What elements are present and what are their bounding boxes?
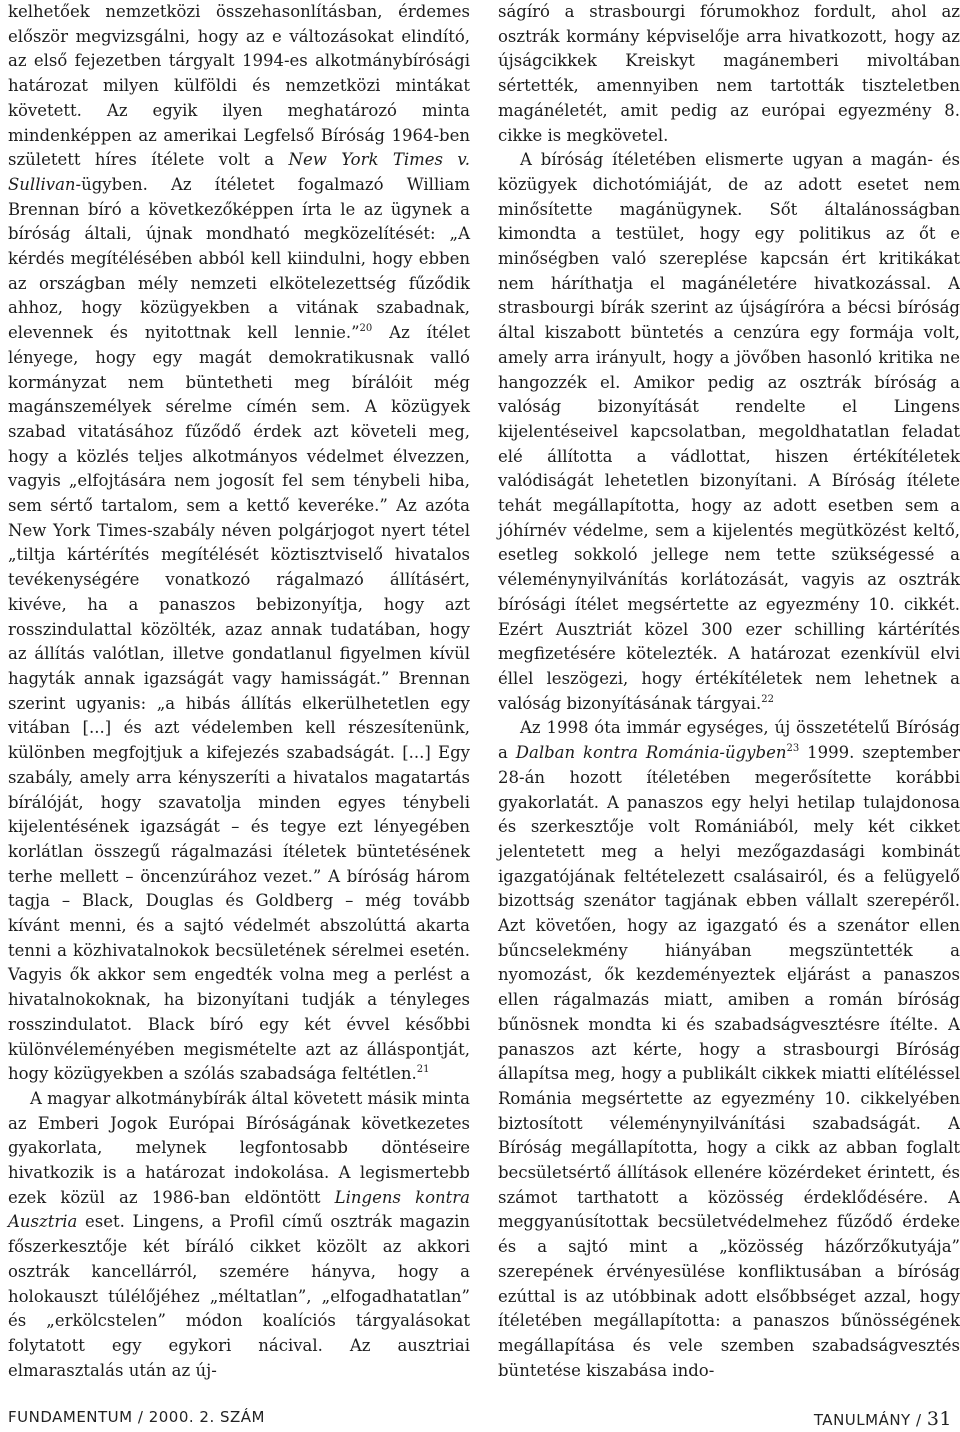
paragraph-text: -ügyben. Az ítéletet fogalmazó William Brennan bíró a következőképpen írta le az ügynek a bíróság általi, újnak mondható megközelítését: „A kérdés megítélésében abból kell kiindulni, hogy ebben az országban mély nemzeti elkötelezettség fűződik ahhoz, hogy közügyekben a vitának szabadnak, elevennek és nyitottnak kell lennie.” — [8, 174, 470, 343]
footnote-ref[interactable]: 21 — [416, 1064, 430, 1076]
footnote-ref[interactable]: 20 — [359, 323, 373, 335]
paragraph-text: Az ítélet lényege, hogy egy magát demokratikusnak valló kormányzat nem büntetheti meg bírálóit még magánszemélyek sérelme címén sem. A közügyek szabad vitatásához fűződő érdek azt követeli meg, hogy a közlés teljes alkotmányos védelmet élvezzen, vagyis „elfojtására nem jogosít fel sem ténybeli hiba, sem sértő tartalom, sem a kettő keveréke.” Az azóta New York Times-szabály néven polgárjogot nyert tétel „tiltja kártérítés megítélését köztisztviselő hivatalos tevékenységére vonatkozó rágalmazó állításért, kivéve, ha a panaszos bebizonyítja, hogy azt rosszindulattal közölték, azaz annak tudatában, hogy az állítás valótlan, illetve gondatlanul figyelmen kívül hagyták annak igazságát vagy hamisságát.” Brennan szerint ugyanis: „a hibás állítás elkerülhetetlen egy vitában [...] és azt védelemben kell részesítenünk, különben megfojtjuk a kifejezés szabadságát. [...] Egy szabály, amely arra kényszeríti a hivatalos magatartás bírálóját, hogy szavatolja minden egyes ténybeli kijelentésének igazságát – és tegye ezt lényegében korlátlan összegű rágalmazási ítéletek büntetésének terhe mellett – öncenzúrához vezet.” A bíróság három tagja – Black, Douglas és Goldberg – még tovább kívánt menni, és a sajtó védelmét abszolúttá akarta tenni a közhivatalnokok becsületének sérelmei esetén. Vagyis ők akkor sem engedték volna meg a perlést a hivatalnokoknak, ha bizonyítani tudják a tényleges rosszindulatot. Black bíró egy két évvel későbbi különvéleményében megismételte azt az álláspontját, hogy közügyekben a szólás szabadsága feltétlen. — [8, 323, 470, 1084]
journal-issue: FUNDAMENTUM / 2000. 2. SZÁM — [8, 1408, 265, 1426]
paragraph-text: 1999. szeptember 28-án hozott ítéletében megerősítette korábbi gyakorlatát. A panaszos egy helyi hetilap tulajdonosa és szerkesztője volt Romániából, mely két cikket jelentetett meg a helyi mezőgazdasági kombinát igazgatójának feltételezett csalásairól, és a felügyelő bizottság szenátor tagjának ebben vállalt szerepéről. Azt követően, hogy az igazgató és a szenátor ellen bűncselekmény hiányában megszüntették a nyomozást, ők kezdeményeztek eljárást a panaszos ellen rágalmazás miatt, amiben a román bíróság bűnösnek mondta ki és szabadságvesztésre ítélte. A panaszos azt kérte, hogy a strasbourgi Bíróság állapítsa meg, hogy a publikált cikkek miatti elítéléssel Románia megsértette az egyezmény 10. cikkelyében biztosított véleménynyilvánítási szabadságát. A Bíróság megállapította, hogy a cikk az abban foglalt becsületsértő állítások ellenére közérdeket érintett, és számot tarthatott a közösség érdeklődésére. A meggyanúsítottak becsületvédelmehez fűződő érdeke és a sajtó mint a „közösség házőrzőkutyája” szerepének érvényesülése konfliktusában a bíróság ezúttal is az utóbbinak adott elsőbbséget azzal, hogy ítéletében megállapította: a panaszos bűnösségének megállapítása és vele szemben szabadságvesztés büntetése kiszabása indo- — [498, 743, 960, 1380]
footnote-ref[interactable]: 23 — [786, 743, 800, 755]
case-name: Dalban kontra Románia-ügyben — [515, 743, 787, 763]
right-column — [498, 0, 960, 1383]
section-and-page — [814, 1408, 952, 1430]
page-number: 31 — [926, 1408, 952, 1430]
paragraph — [8, 0, 470, 1087]
left-column — [8, 0, 470, 1383]
case-name: Lingens kontra Ausztria — [8, 1187, 470, 1232]
paragraph-text: eset. Lingens, a Profil című osztrák magazin főszerkesztője két bíráló cikket közölt az akkori osztrák kancellárról, szemére hányva, hogy a holokauszt túlélőjéhez „méltatlan”, „elfogadhatatlan” és „erkölcstelen” módon koalíciós tárgyalásokat folytatott egy egykori nácival. Az ausztriai elmarasztalás után az új- — [8, 1212, 470, 1380]
section-label: TANULMÁNY / — [813, 1411, 927, 1429]
paragraph-text: ságíró a strasbourgi fórumokhoz fordult, ahol az osztrák kormány képviselője arra hivatkozott, hogy az újságcikkek Kreiskyt magánemberi mivoltában sértették, amennyiben nem tartották tiszteletben magánéletét, amit pedig az európai egyezmény 8. cikke is megkövetel. — [498, 2, 960, 145]
footnote-ref[interactable]: 22 — [761, 693, 774, 705]
paragraph-text: A bíróság ítéletében elismerte ugyan a magán- és közügyek dichotómiáját, de az adott esetet nem minősítette magánügynek. Sőt általánosságban kimondta a testület, hogy egy politikus az őt e minőségben való szereplése kapcsán ért kritikákat nem háríthatja el magánéletére hivatkozással. A strasbourgi bírák szerint az újságíróra a bécsi bíróság által kiszabott büntetés a cenzúra egy formája volt, amely arra irányult, hogy a jövőben hasonló kritika ne hangozzék el. Amikor pedig az osztrák bíróság a valóság bizonyítását rendelte el Lingens kijelentéseivel kapcsolatban, megoldhatatlan feladat elé állította a vádlottat, hiszen értékítéletek valódiságát lehetetlen bizonyítani. A Bíróság ítélete tehát megállapította, hogy az adott esetben sem a jóhírnév védelme, sem a kijelentés megütközést keltő, esetleg sokkoló jellege nem tette szükségessé a véleménynyilvánítás korlátozását, vagyis az osztrák bírósági ítélet megsértette az egyezmény 10. cikkét. Ezért Ausztriát közel 300 ezer schilling kártérítés megfizetésére kötelezték. A határozat ezenkívül elvi éllel leszögezi, hogy értékítéletek nem lehetnek a valóság bizonyításának tárgyai. — [498, 150, 960, 713]
paragraph — [8, 1087, 470, 1383]
paragraph-text: Az 1998 óta immár egységes, új összetételű Bíróság a — [498, 718, 960, 763]
paragraph — [498, 716, 960, 1383]
paragraph-text: A magyar alkotmánybírák által követett másik minta az Emberi Jogok Európai Bíróságának következetes gyakorlata, melynek legfontosabb döntéseire hivatkozik is a határozat indokolása. A legismertebb ezek közül az 1986-ban eldöntött — [8, 1088, 470, 1207]
page-footer — [0, 1408, 960, 1432]
case-name: New York Times v. Sullivan — [8, 150, 470, 194]
paragraph — [498, 0, 960, 148]
paragraph-text: kelhetőek nemzetközi összehasonlításban, érdemes először megvizsgálni, hogy az e változásokat elindító, az első fejezetben tárgyalt 1994-es alkotmánybírósági határozat milyen külföldi és nemzetközi mintákat követett. Az egyik ilyen meghatározó minta mindenképpen az amerikai Legfelső Bíróság 1964-ben született híres ítélete volt a — [8, 2, 470, 170]
paragraph — [498, 148, 960, 716]
